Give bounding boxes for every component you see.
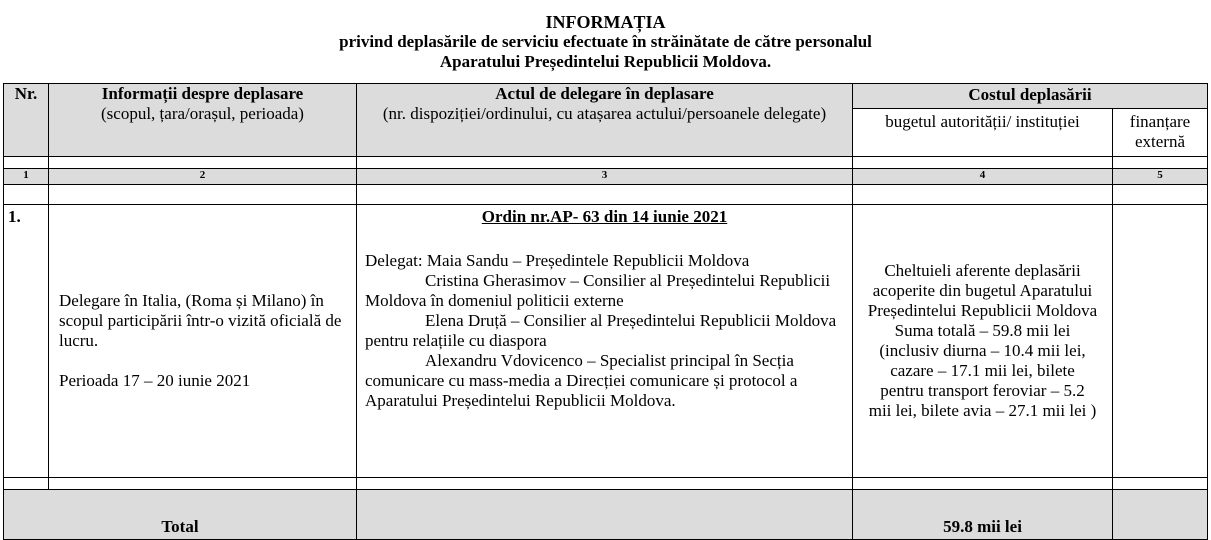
header-info-subtitle: (scopul, țara/orașul, perioada) <box>101 104 304 123</box>
header-act-subtitle: (nr. dispoziției/ordinului, cu atașarea actului/persoanele delegate) <box>382 104 827 123</box>
header-info-title: Informații despre deplasare <box>101 84 304 103</box>
total-value: 59.8 mii lei <box>853 490 1113 540</box>
header-cost-external: finanțare externă <box>1113 109 1208 157</box>
total-external-cell <box>1113 490 1208 540</box>
column-number: 3 <box>357 169 853 185</box>
order-title: Ordin nr.AP- 63 din 14 iunie 2021 <box>481 207 728 226</box>
title-line-2: privind deplasările de serviciu efectuate în străinătate de către personalul <box>339 32 872 51</box>
table-row <box>4 205 1208 478</box>
title-line-1: INFORMAȚIA <box>545 12 666 32</box>
spacer-cell <box>4 157 49 169</box>
delegate-4: Alexandru Vdovicenco – Specialist principal în Secția comunicare cu mass-media a Direcției comunicare și protocol a Aparatului Președintelui Republicii Moldova. <box>365 351 798 410</box>
spacer-cell <box>357 185 853 205</box>
spacer-cell <box>853 478 1113 490</box>
title-line-3: Aparatului Președintelui Republicii Moldova. <box>439 52 772 71</box>
total-row <box>4 490 1208 540</box>
column-number: 2 <box>49 169 357 185</box>
trip-period: Perioada 17 – 20 iunie 2021 <box>59 371 251 390</box>
header-cost-budget: bugetul autorității/ instituției <box>853 109 1113 157</box>
column-number: 4 <box>853 169 1113 185</box>
total-empty-cell <box>357 490 853 540</box>
delegate-1: Delegat: Maia Sandu – Președintele Republicii Moldova <box>365 251 750 270</box>
spacer-cell <box>49 157 357 169</box>
spacer-cell <box>49 478 357 490</box>
delegates-list <box>365 251 844 411</box>
trip-info-cell <box>49 205 357 478</box>
header-cost: Costul deplasării <box>853 84 1208 109</box>
spacer-cell <box>357 478 853 490</box>
spacer-cell <box>4 185 49 205</box>
trips-table <box>3 83 1208 540</box>
column-number: 1 <box>4 169 49 185</box>
header-info <box>49 84 357 157</box>
cost-external-cell <box>1113 205 1208 478</box>
spacer-cell <box>853 185 1113 205</box>
trip-info-text: Delegare în Italia, (Roma și Milano) în scopul participării într-o vizită oficială de lucru. <box>59 291 342 350</box>
header-act <box>357 84 853 157</box>
header-nr: Nr. <box>4 84 49 157</box>
header-act-title: Actul de delegare în deplasare <box>495 84 714 103</box>
spacer-cell <box>49 185 357 205</box>
delegation-act-cell <box>357 205 853 478</box>
spacer-cell <box>357 157 853 169</box>
spacer-cell <box>1113 478 1208 490</box>
spacer-cell <box>1113 185 1208 205</box>
spacer-cell <box>853 157 1113 169</box>
document-title <box>0 12 1211 72</box>
row-number: 1. <box>4 205 49 478</box>
cost-budget-cell: Cheltuieli aferente deplasării acoperite din bugetul Aparatului Președintelui Republicii Moldova Suma totală – 59.8 mii lei (inclusiv diurna – 10.4 mii lei, cazare – 17.1 mii lei, bilete pentru transport feroviar – 5.2 mii lei, bilete avia – 27.1 mii lei ) <box>853 205 1113 478</box>
column-number: 5 <box>1113 169 1208 185</box>
delegate-3: Elena Druță – Consilier al Președintelui Republicii Moldova pentru relațiile cu diaspora <box>365 311 837 350</box>
spacer-cell <box>4 478 49 490</box>
total-label: Total <box>4 490 357 540</box>
delegate-2: Cristina Gherasimov – Consilier al Președintelui Republicii Moldova în domeniul politicii externe <box>365 271 831 310</box>
spacer-cell <box>1113 157 1208 169</box>
